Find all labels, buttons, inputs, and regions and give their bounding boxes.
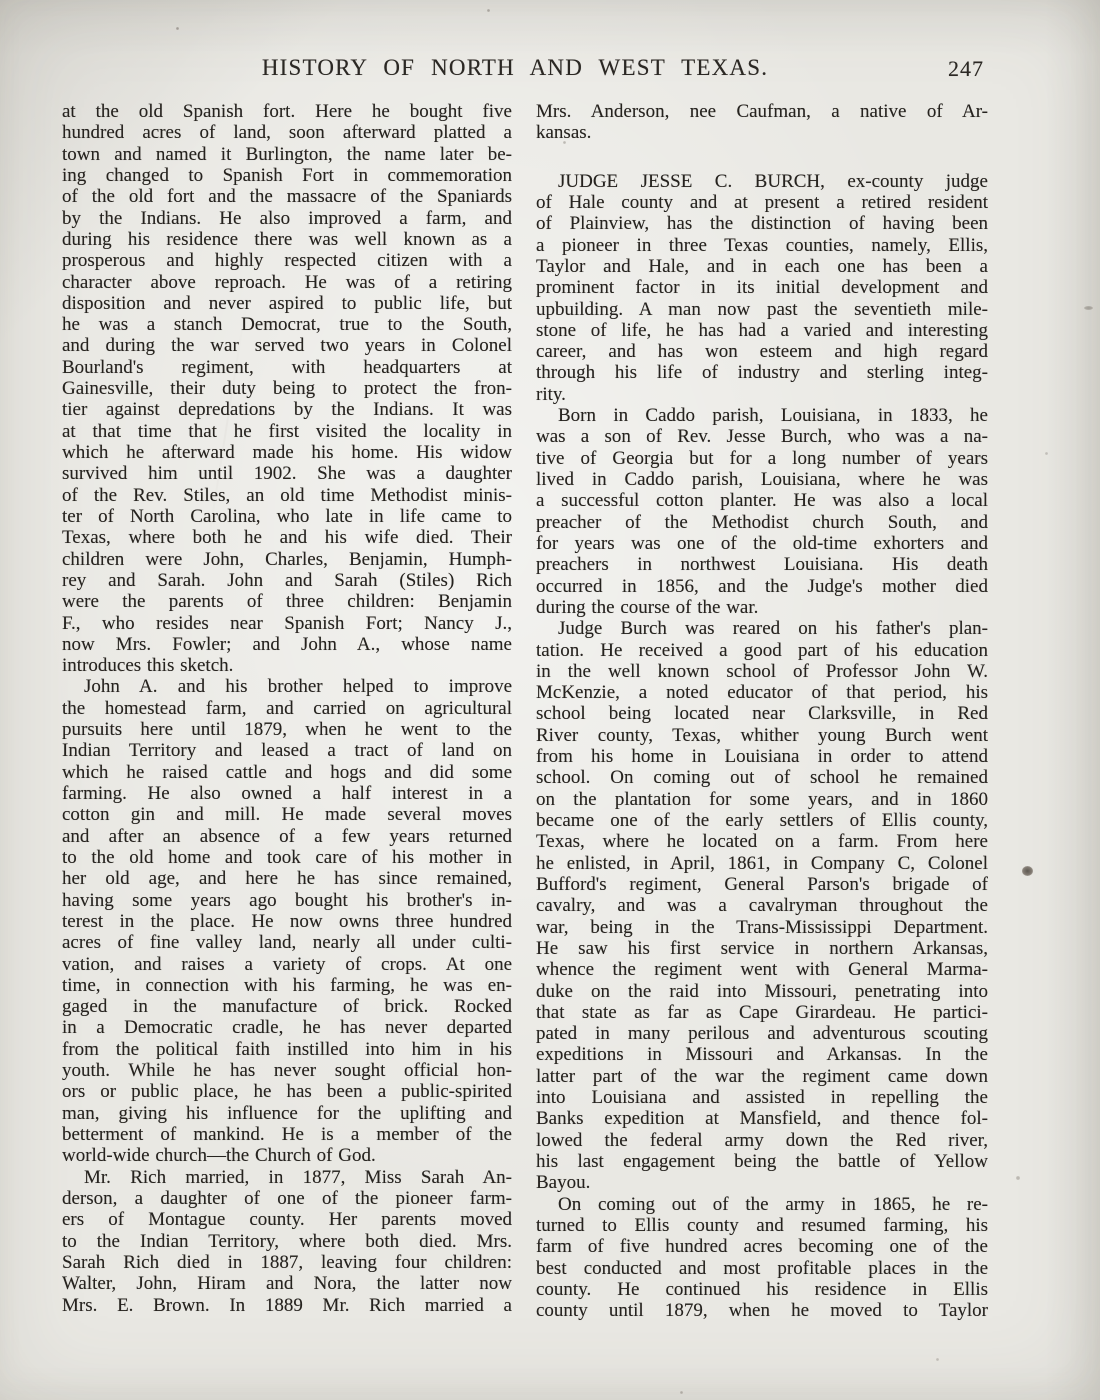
text-line: ers of Montague county. Her parents moved (62, 1209, 512, 1231)
text-line: career, and has won esteem and high regard (536, 341, 988, 363)
text-line: during his residence there was well known as a (62, 228, 512, 250)
text-line: of Plainview, has the distinction of having been (536, 213, 988, 235)
text-line: JUDGE JESSE C. BURCH, ex-county judge (558, 170, 988, 192)
text-line: F., who resides near Spanish Fort; Nancy J., (62, 612, 512, 634)
text-line: to the Indian Territory, where both died. Mrs. (62, 1230, 512, 1252)
scan-speck (936, 1358, 939, 1361)
text-line: the homestead farm, and carried on agricultural (62, 697, 512, 719)
text-line: Banks expedition at Mansfield, and thence fol- (536, 1108, 988, 1130)
text-column-left (62, 101, 512, 1316)
text-line: into Louisiana and assisted in repelling the (536, 1087, 988, 1109)
text-line: youth. While he has never sought official hon- (62, 1060, 512, 1082)
text-line: pursuits here until 1879, when he went to the (62, 719, 512, 741)
text-line: stone of life, he has had a varied and interesting (536, 319, 988, 341)
text-line: cotton gin and mill. He made several moves (62, 804, 512, 826)
text-line: for years was one of the old-time exhorters and (536, 532, 988, 554)
text-line: which he afterward made his home. His widow (62, 442, 512, 463)
text-line: Mr. Rich married, in 1877, Miss Sarah An- (84, 1166, 512, 1188)
text-line: ing changed to Spanish Fort in commemoration (62, 164, 512, 186)
text-line: duke on the raid into Missouri, penetrating into (536, 980, 988, 1002)
text-line: during the course of the war. (536, 596, 759, 618)
text-line: from the political faith instilled into him in his (62, 1038, 512, 1060)
text-column-right (536, 101, 988, 1322)
text-line: he enlisted, in April, 1861, in Company C, Colonel (536, 852, 988, 874)
text-line: McKenzie, a noted educator of that period, his (536, 682, 988, 704)
text-line: farm of five hundred acres becoming one of the (536, 1236, 988, 1258)
text-line: and during the war served two years in Colonel (62, 335, 512, 357)
text-line: became one of the early settlers of Ellis county, (536, 810, 988, 831)
scan-speck (176, 27, 179, 30)
text-line: acres of fine valley land, nearly all under culti- (62, 932, 512, 954)
text-line: from his home in Louisiana in order to attend (536, 746, 988, 768)
text-line: Mrs. Anderson, nee Caufman, a native of Ar- (536, 101, 988, 122)
text-line: terest in the place. He now owns three hundred (62, 910, 512, 932)
text-line: man, giving his influence for the uplifting and (62, 1102, 512, 1124)
text-line: a successful cotton planter. He was also a local (536, 490, 988, 512)
text-line: pated in many perilous and adventurous scouting (536, 1023, 988, 1045)
text-line: school. On coming out of school he remained (536, 767, 988, 789)
scan-speck (1016, 1176, 1020, 1180)
text-line: derson, a daughter of one of the pioneer farm- (62, 1187, 512, 1209)
text-line: turned to Ellis county and resumed farming, his (536, 1214, 988, 1236)
text-line: ter of North Carolina, who late in life came to (62, 505, 512, 527)
text-line: Texas, where he located on a farm. From here (536, 831, 988, 853)
text-line: introduces this sketch. (62, 655, 234, 677)
page-number: 247 (948, 56, 984, 81)
text-line: by the Indians. He also improved a farm, and (62, 207, 512, 229)
text-line: of the old fort and the massacre of the Spaniards (62, 186, 512, 208)
text-line: Born in Caddo parish, Louisiana, in 1833, he (558, 405, 988, 427)
text-line: lived in Caddo parish, Louisiana, where he was (536, 469, 988, 490)
text-line: latter part of the war the regiment came down (536, 1065, 988, 1087)
text-line: to the old home and took care of his mother in (62, 846, 512, 868)
text-line: preachers in northwest Louisiana. His death (536, 554, 988, 576)
text-line: vation, and raises a variety of crops. At one (62, 953, 512, 975)
text-line: he was a stanch Democrat, true to the South, (62, 314, 512, 336)
scan-speck (1022, 866, 1033, 876)
text-line: school being located near Clarksville, in Red (536, 703, 988, 725)
text-line: hundred acres of land, soon afterward platted a (62, 122, 512, 144)
scan-speck (487, 9, 490, 12)
text-line: character above reproach. He was of a retiring (62, 271, 512, 293)
text-line: gaged in the manufacture of brick. Rocked (62, 996, 512, 1018)
text-line: rity. (536, 383, 566, 405)
text-line: county. He continued his residence in Ellis (536, 1278, 988, 1300)
text-line: best conducted and most profitable places in the (536, 1257, 988, 1279)
text-line: He saw his first service in northern Arkansas, (536, 937, 988, 959)
text-line: disposition and never aspired to public life, but (62, 292, 512, 314)
text-line: occurred in 1856, and the Judge's mother died (536, 575, 988, 597)
text-line: through his life of industry and sterling integ- (536, 362, 988, 384)
text-line: having some years ago bought his brother's in- (62, 889, 512, 911)
text-line: River county, Texas, whither young Burch went (536, 724, 988, 746)
text-line: Sarah Rich died in 1887, leaving four children: (62, 1251, 512, 1273)
text-line: her old age, and here he has since remained, (62, 868, 512, 890)
text-line: Walter, John, Hiram and Nora, the latter now (62, 1273, 512, 1295)
text-line: ors or public place, he has been a public-spirited (62, 1081, 512, 1103)
text-line: preacher of the Methodist church South, and (536, 511, 988, 533)
text-line: Taylor and Hale, and in each one has been a (536, 255, 988, 277)
text-line: war, being in the Trans-Mississippi Department. (536, 916, 988, 938)
scan-speck (1045, 452, 1048, 455)
text-line: John A. and his brother helped to improve (84, 676, 512, 698)
text-line: that state as far as Cape Girardeau. He partici- (536, 1001, 988, 1023)
text-line: expeditions in Missouri and Arkansas. In the (536, 1044, 988, 1066)
text-line: and after an absence of a few years returned (62, 825, 512, 847)
text-line: of the Rev. Stiles, an old time Methodist minis- (62, 484, 512, 506)
text-line: at the old Spanish fort. Here he bought five (62, 101, 512, 122)
text-line: prominent factor in its initial development and (536, 277, 988, 299)
text-line: tation. He received a good part of his education (536, 639, 988, 661)
text-line: kansas. (536, 122, 592, 144)
text-line: prosperous and highly respected citizen with a (62, 250, 512, 272)
text-line: cavalry, and was a cavalryman throughout the (536, 895, 988, 917)
scan-speck (680, 1391, 683, 1394)
text-line: on the plantation for some years, and in 1860 (536, 788, 988, 810)
text-line: On coming out of the army in 1865, he re- (558, 1193, 988, 1215)
text-line: lowed the federal army down the Red river, (536, 1129, 988, 1151)
scan-speck (1084, 306, 1093, 310)
text-line: rey and Sarah. John and Sarah (Stiles) Rich (62, 569, 512, 591)
text-line: Bufford's regiment, General Parson's brigade of (536, 873, 988, 895)
text-line: survived him until 1902. She was a daughter (62, 463, 512, 485)
text-line: which he raised cattle and hogs and did some (62, 761, 512, 783)
text-line: Judge Burch was reared on his father's plan- (558, 618, 988, 640)
text-line: in a Democratic cradle, he has never departed (62, 1017, 512, 1039)
text-line: Indian Territory and leased a tract of land on (62, 740, 512, 762)
text-line: in the well known school of Professor John W. (536, 660, 988, 682)
text-line: tier against depredations by the Indians. It was (62, 399, 512, 421)
text-line: Texas, where both he and his wife died. Their (62, 527, 512, 549)
text-line: farming. He also owned a half interest in a (62, 783, 512, 804)
text-line: county until 1879, when he moved to Taylor (536, 1300, 988, 1322)
text-line: at that time that he first visited the locality in (62, 420, 512, 442)
text-line: was a son of Rev. Jesse Burch, who was a na- (536, 426, 988, 448)
text-line: tive of Georgia but for a long number of years (536, 447, 988, 469)
text-line: time, in connection with his farming, he was en- (62, 974, 512, 996)
text-line: Bourland's regiment, with headquarters at (62, 356, 512, 378)
text-line: a pioneer in three Texas counties, namely, Ellis, (536, 234, 988, 256)
text-line: upbuilding. A man now past the seventieth mile- (536, 298, 988, 320)
text-line: whence the regiment went with General Marma- (536, 959, 988, 981)
text-line: of Hale county and at present a retired resident (536, 191, 988, 213)
text-line: children were John, Charles, Benjamin, Humph- (62, 548, 512, 570)
text-line: were the parents of three children: Benjamin (62, 591, 512, 613)
text-line: his last engagement being the battle of Yellow (536, 1151, 988, 1172)
text-line: now Mrs. Fowler; and John A., whose name (62, 633, 512, 655)
text-line: Gainesville, their duty being to protect the fron- (62, 378, 512, 400)
text-line: Mrs. E. Brown. In 1889 Mr. Rich married a (62, 1294, 512, 1316)
text-line: world-wide church—the Church of God. (62, 1145, 376, 1167)
text-line: Bayou. (536, 1172, 591, 1194)
text-line: betterment of mankind. He is a member of the (62, 1124, 512, 1145)
running-head-title: HISTORY OF NORTH AND WEST TEXAS. (261, 55, 769, 80)
text-line: town and named it Burlington, the name later be- (62, 143, 512, 165)
